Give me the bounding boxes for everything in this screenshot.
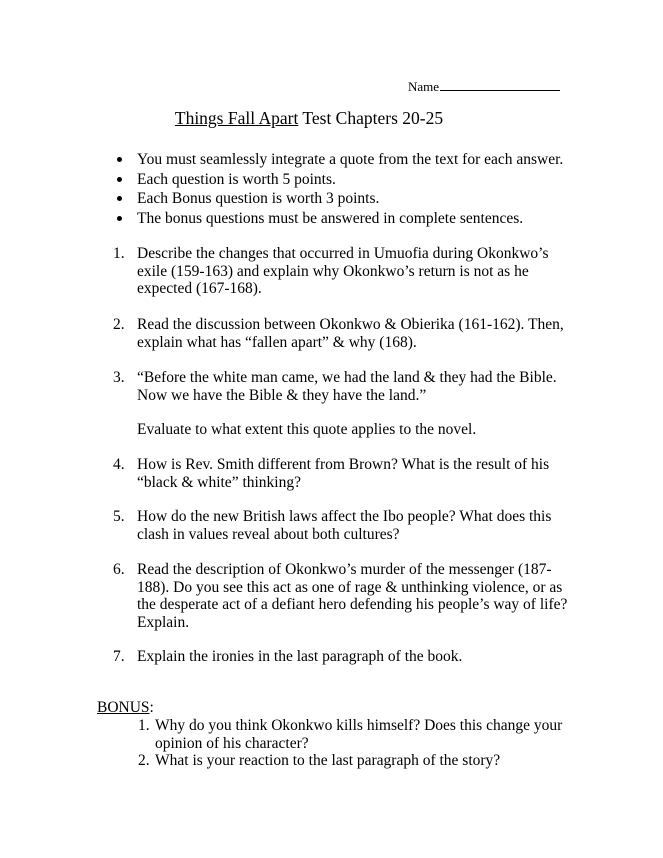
bonus-number: 2. bbox=[138, 752, 150, 769]
question-text: Describe the changes that occurred in Umuofia during Okonkwo’s exile (159-163) and explain why Okonkwo’s return is not as he expected (167-168). bbox=[137, 245, 549, 297]
page-title bbox=[0, 108, 618, 129]
instruction-item: Each question is worth 5 points. bbox=[114, 170, 584, 190]
question-text: Read the discussion between Okonkwo & Obierika (161-162). Then, explain what has “fallen apart” & why (168). bbox=[137, 316, 564, 351]
question-text: How do the new British laws affect the Ibo people? What does this clash in values reveal about both cultures? bbox=[137, 508, 552, 543]
question-2 bbox=[113, 316, 573, 351]
question-number: 6. bbox=[113, 561, 125, 578]
instruction-item: You must seamlessly integrate a quote from the text for each answer. bbox=[114, 150, 584, 170]
question-text: “Before the white man came, we had the land & they had the Bible. Now we have the Bible & they have the land.” bbox=[137, 369, 557, 404]
bonus-text: What is your reaction to the last paragraph of the story? bbox=[155, 752, 501, 769]
bonus-question-1 bbox=[138, 717, 568, 752]
name-field bbox=[408, 79, 560, 95]
name-label: Name bbox=[408, 79, 440, 94]
bonus-heading bbox=[97, 699, 154, 717]
bonus-colon: : bbox=[149, 699, 154, 716]
question-text: How is Rev. Smith different from Brown? What is the result of his “black & white” thinking? bbox=[137, 456, 550, 491]
bonus-text: Why do you think Okonkwo kills himself? Does this change your opinion of his character? bbox=[155, 717, 563, 752]
question-5 bbox=[113, 508, 573, 543]
question-7 bbox=[113, 648, 573, 666]
instruction-item: The bonus questions must be answered in complete sentences. bbox=[114, 209, 584, 229]
question-number: 7. bbox=[113, 648, 125, 665]
book-title: Things Fall Apart bbox=[174, 108, 299, 128]
question-number: 5. bbox=[113, 508, 125, 525]
question-text: Read the description of Okonkwo’s murder of the messenger (187-188). Do you see this act as one of rage & unthinking violence, or as the desperate act of a defiant hero defending his people’s way of life? Explain. bbox=[137, 561, 568, 631]
bonus-number: 1. bbox=[138, 717, 150, 734]
title-rest: Test Chapters 20-25 bbox=[298, 108, 444, 128]
question-followup: Evaluate to what extent this quote applies to the novel. bbox=[137, 421, 477, 438]
question-3 bbox=[113, 369, 573, 439]
question-number: 1. bbox=[113, 245, 125, 262]
question-text: Explain the ironies in the last paragraph of the book. bbox=[137, 648, 463, 665]
question-number: 2. bbox=[113, 316, 125, 333]
question-number: 4. bbox=[113, 456, 125, 473]
question-4 bbox=[113, 456, 573, 491]
instructions-list bbox=[114, 150, 584, 228]
name-blank-line[interactable] bbox=[440, 79, 560, 91]
question-number: 3. bbox=[113, 369, 125, 386]
bonus-label: BONUS bbox=[97, 699, 150, 716]
instruction-item: Each Bonus question is worth 3 points. bbox=[114, 189, 584, 209]
bonus-question-2 bbox=[138, 752, 568, 770]
question-1 bbox=[113, 245, 573, 298]
question-6 bbox=[113, 561, 573, 631]
